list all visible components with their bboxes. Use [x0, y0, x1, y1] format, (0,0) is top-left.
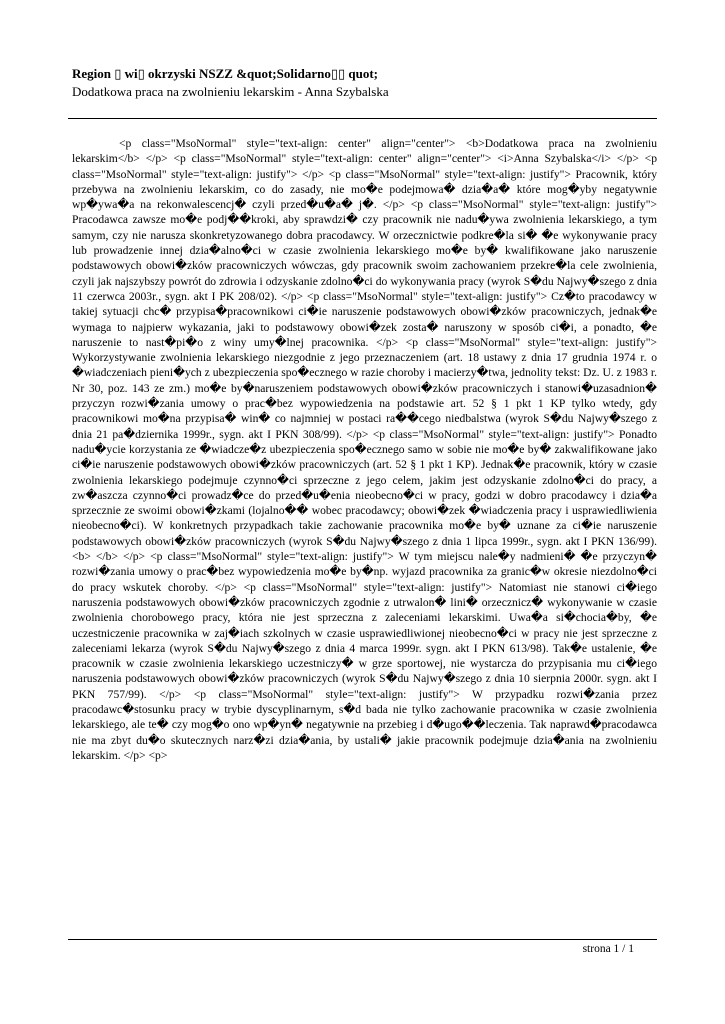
page-header: [72, 66, 657, 100]
header-divider: [68, 118, 657, 119]
document-body: <p class="MsoNormal" style="text-align: center" align="center"> <b>Dodatkowa praca na zwolnieniu lekarskim</b> </p> <p class="MsoNormal" style="text-align: center" align="center"> <i>Anna Szybalska</i> </p> <p class="MsoNormal" style="text-align: justify"> </p> <p class="MsoNormal" style="text-align: justify"> Pracownik, który przebywa na zwolnieniu lekarskim, co do zasady, nie mo�e podejmowa� dzia�a� które mog�yby negatywnie wp�ywa�a na rekonwalescencj� czyli przed�u�a� j�. </p> <p class="MsoNormal" style="text-align: justify"> Pracodawca zawsze mo�e podj��kroki, aby sprawdzi� czy pracownik nie nadu�ywa zwolnienia lekarskiego, a tym samym, czy nie narusza skonkretyzowanego dobra pracodawcy. W orzecznictwie podkre�la si� �e wykonywanie pracy lub prowadzenie innej dzia�alno�ci w czasie zwolnienia lekarskiego mo�e by� kwalifikowane jako naruszenie podstawowych obowi�zków pracowniczych wówczas, gdy pracownik swoim zachowaniem przekre�la cele zwolnienia, czyli jak najszybszy powrót do zdrowia i odzyskanie zdolno�ci do wykonywania pracy (wyrok S�du Najwy�szego z dnia 11 czerwca 2003r., sygn. akt I PK 208/02). </p> <p class="MsoNormal" style="text-align: justify"> Cz�to pracodawcy w takiej sytuacji chc� przypisa�pracownikowi ci�ie naruszenie podstawowych obowi�zków pracowniczych, jednak�e wymaga to najpierw wykazania, jaki to podstawowy obowi�zek zosta� naruszony w sposób ci�i, a ponadto, �e naruszenie to nast�pi�o z winy umy�lnej pracownika. </p> <p class="MsoNormal" style="text-align: justify"> Wykorzystywanie zwolnienia lekarskiego niezgodnie z jego przeznaczeniem (art. 18 ustawy z dnia 17 grudnia 1974 r. o �wiadczeniach pieni�ych z ubezpieczenia spo�ecznego w razie choroby i macierzy�twa, jednolity tekst: Dz. U. z 1983 r. Nr 30, poz. 143 ze zm.) mo�e by�naruszeniem podstawowych obowi�zków pracowniczych i stanowi�uzasadnion� przyczyn rozwi�zania umowy o prac�bez wypowiedzenia na podstawie art. 52 § 1 pkt 1 KP tylko wtedy, gdy pracownikowi mo�na przypisa� win� co najmniej w postaci ra��cego niedbalstwa (wyrok S�du Najwy�szego z dnia 21 pa�dziernika 1999r., sygn. akt I PKN 308/99). </p> <p class="MsoNormal" style="text-align: justify"> Ponadto nadu�ycie korzystania ze �wiadcze�z ubezpieczenia spo�ecznego samo w sobie nie mo�e by� zakwalifikowane jako ci�ie naruszenie podstawowych obowi�zków pracowniczych (art. 52 § 1 pkt 1 KP). Jednak�e pracownik, który w czasie zwolnienia lekarskiego podejmuje czynno�ci sprzeczne z jego celem, jakim jest odzyskanie zdolno�ci do pracy, a zw�aszcza czynno�ci prowadz�ce do przed�u�enia nieobecno�ci w pracy, godzi w dobro pracodawcy i dzia�a sprzecznie ze swoimi obowi�zkami (lojalno�� wobec pracodawcy; obowi�zek �wiadczenia pracy i usprawiedliwienia nieobecno�ci). W konkretnych przypadkach takie zachowanie pracownika mo�e by� uznane za ci�ie naruszenie podstawowych obowi�zków pracowniczych (wyrok S�du Najwy�szego z dnia 1 lipca 1999r., sygn. akt I PKN 136/99). <b> </b> </p> <p class="MsoNormal" style="text-align: justify"> W tym miejscu nale�y nadmieni� �e przyczyn� rozwi�zania umowy o prac�bez wypowiedzenia mo�e by�np. wyjazd pracownika za granic�w okresie niezdolno�ci do pracy wskutek choroby. </p> <p class="MsoNormal" style="text-align: justify"> Natomiast nie stanowi ci�iego naruszenia podstawowych obowi�zków pracowniczych zgodnie z utrwalon� lini� orzecznicz� wykonywanie w czasie zwolnienia chorobowego pracy, która nie jest sprzeczna z zaleceniami lekarskimi. Uwa�a si�chocia�by, �e uczestniczenie pracownika w zaj�iach szkolnych w czasie usprawiedliwionej nieobecno�ci w pracy nie jest sprzeczne z zaleceniami lekarza (wyrok S�du Najwy�szego z dnia 4 marca 1999r. sygn. akt I PKN 613/98). Tak�e ustalenie, �e pracownik w czasie zwolnienia lekarskiego uczestniczy� w grze sportowej, nie wystarcza do przypisania mu ci�iego naruszenia podstawowych obowi�zków pracowniczych (wyrok S�du Najwy�szego z dnia 10 sierpnia 2000r. sygn. akt I PKN 757/99). </p> <p class="MsoNormal" style="text-align: justify"> W przypadku rozwi�zania przez pracodawc�stosunku pracy w trybie dyscyplinarnym, s�d bada nie tylko zachowanie pracownika w czasie zwolnienia lekarskiego, ale te� czy mog�o ono wp�yn� negatywnie na przebieg i d�ugo��leczenia. Tak naprawd�pracodawca nie ma zbyt du�o skutecznych narz�zi dzia�ania, by ustali� jakie pracownik podejmuje dzia�ania na zwolnieniu lekarskim. </p> <p>: [72, 137, 657, 762]
header-title: Region ▯ wi▯ okrzyski NSZZ &quot;Solidarno▯▯ quot;: [72, 66, 378, 81]
header-subtitle: Dodatkowa praca na zwolnieniu lekarskim - Anna Szybalska: [72, 84, 389, 99]
footer-divider: [68, 939, 657, 940]
page-number: strona 1 / 1: [582, 943, 634, 955]
